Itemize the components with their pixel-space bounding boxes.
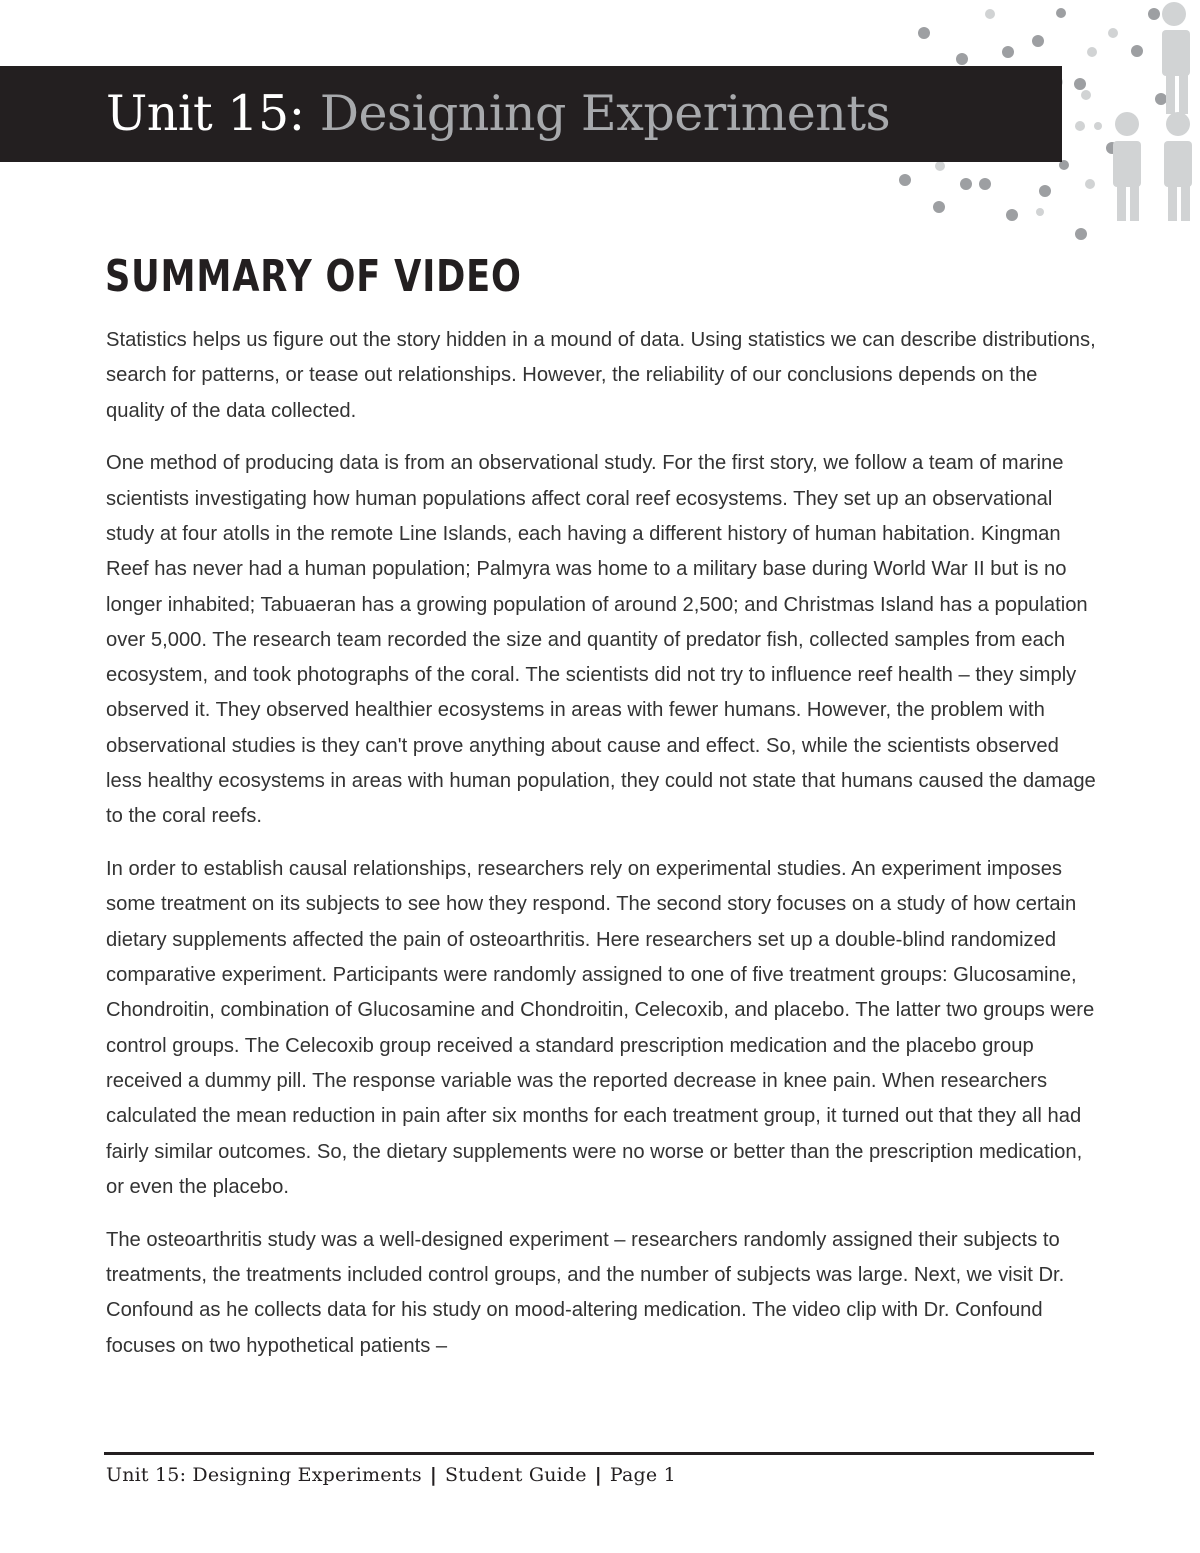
footer-separator: | xyxy=(594,1464,602,1486)
page-footer xyxy=(106,1462,676,1488)
page-title xyxy=(106,84,890,144)
paragraph-intro: Statistics helps us figure out the story hidden in a mound of data. Using statistics we can describe distributions, search for patterns, or tease out relationships. However, the reliability of our conclusions depends on the quality of the data collected. xyxy=(106,329,1096,422)
paragraph-well-designed-experiment: The osteoarthritis study was a well-designed experiment – researchers randomly assigned their subjects to treatments, the treatments included control groups, and the number of subjects was large. Next, we visit Dr. Confound as he collects data for his study on mood-altering medication. The video clip with Dr. Confound focuses on two hypothetical patients – xyxy=(106,1228,1065,1357)
footer-guide: Student Guide xyxy=(445,1464,587,1486)
title-unit: Unit 15: xyxy=(106,85,305,142)
title-subject: Designing Experiments xyxy=(319,85,891,142)
footer-unit: Unit 15: Designing Experiments xyxy=(106,1464,422,1486)
paragraph-observational-study: One method of producing data is from an observational study. For the first story, we follow a team of marine scientists investigating how human populations affect coral reef ecosystems. They set up an observational study at four atolls in the remote Line Islands, each having a different history of human habitation. Kingman Reef has never had a human population; Palmyra was home to a military base during World War II but is no longer inhabited; Tabuaeran has a growing population of around 2,500; and Christmas Island has a population over 5,000. The research team recorded the size and quantity of predator fish, collected samples from each ecosystem, and took photographs of the coral. The scientists did not try to influence reef health – they simply observed it. They observed healthier ecosystems in areas with fewer humans. However, the problem with observational studies is they can't prove anything about cause and effect. So, while the scientists observed less healthy ecosystems in areas with human population, they could not state that humans caused the damage to the coral reefs. xyxy=(106,452,1096,828)
footer-divider xyxy=(104,1452,1094,1455)
footer-separator: | xyxy=(429,1464,438,1486)
summary-body xyxy=(106,323,1098,1381)
footer-page-number: Page 1 xyxy=(609,1464,676,1486)
paragraph-experimental-study: In order to establish causal relationships, researchers rely on experimental studies. An experiment imposes some treatment on its subjects to see how they respond. The second story focuses on a study of how certain dietary supplements affected the pain of osteoarthritis. Here researchers set up a double-blind randomized comparative experiment. Participants were randomly assigned to one of five treatment groups: Glucosamine, Chondroitin, combination of Glucosamine and Chondroitin, Celecoxib, and placebo. The latter two groups were control groups. The Celecoxib group received a standard prescription medication and the placebo group received a dummy pill. The response variable was the reported decrease in knee pain. When researchers calculated the mean reduction in pain after six months for each treatment group, it turned out that they all had fairly similar outcomes. So, the dietary supplements were no worse or better than the prescription medication, or even the placebo. xyxy=(106,858,1095,1198)
section-heading: SUMMARY OF VIDEO xyxy=(105,251,522,302)
